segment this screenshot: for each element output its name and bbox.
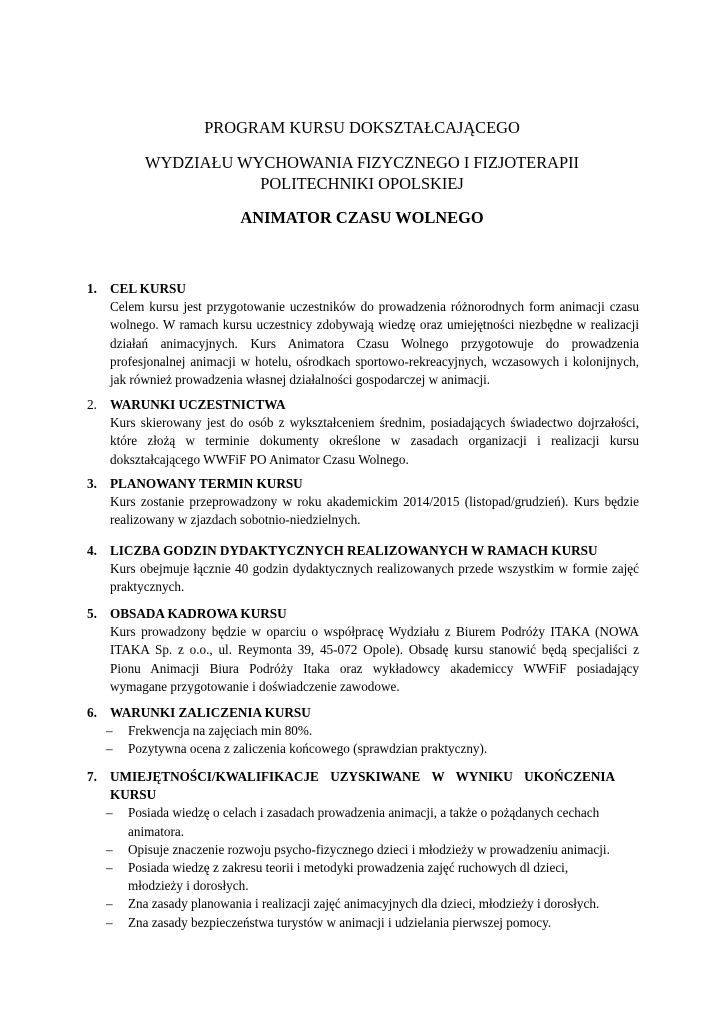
section-body [110,298,639,389]
dash-bullet: – [106,914,113,930]
body-line: jak również prowadzenia własnej działalności gospodarczej w animacji. [110,372,491,388]
title-university: POLITECHNIKI OPOLSKIEJ [260,174,464,193]
list-item-text: młodzieży i dorosłych. [128,878,249,894]
list-item-text: Posiada wiedzę o celach i zasadach prowadzenia animacji, a także o pożądanych cechach [128,805,600,821]
body-line: praktycznych. [110,579,185,595]
dash-bullet: – [106,841,113,857]
section-obsada-kadrowa [87,605,639,696]
section-body [110,560,639,596]
title-program: PROGRAM KURSU DOKSZTAŁCAJĄCEGO [204,118,520,137]
criteria-list [106,722,639,758]
section-title-text: UMIEJĘTNOŚCI/KWALIFIKACJE UZYSKIWANE W WYNIKU UKOŃCZENIA KURSU [110,769,615,803]
body-line: Kurs skierowany jest do osób z wykształceniem średnim, posiadających świadectwo dojrzałości, [110,415,639,431]
skills-list [106,804,639,931]
section-title: WARUNKI UCZESTNICTWA [110,397,286,412]
body-line: profesjonalnej animacji w hotelu, ośrodkach sportowo-rekreacyjnych, wczasowych i kolonijnych, [110,353,639,369]
list-item-text: Opisuje znaczenie rozwoju psycho-fizycznego dzieci i młodzieży w prowadzeniu animacji. [128,841,610,857]
list-item [106,722,639,740]
section-title: WARUNKI ZALICZENIA KURSU [110,705,311,720]
list-item-text: Zna zasady bezpieczeństwa turystów w animacji i udzielania pierwszej pomocy. [128,914,552,930]
body-line: Kurs prowadzony będzie w oparciu o współpracę Wydziału z Biurem Podróży ITAKA (NOWA [110,624,639,640]
section-number: 2. [87,397,97,412]
title-faculty: WYDZIAŁU WYCHOWANIA FIZYCZNEGO I FIZJOTERAPII [145,153,579,172]
section-planowany-termin [87,475,639,530]
section-umiejetnosci [87,768,639,932]
section-number: 1. [87,281,97,296]
section-title: PLANOWANY TERMIN KURSU [110,476,303,491]
body-line: dokształcającego WWFiF PO Animator Czasu Wolnego. [110,451,409,467]
section-number: 5. [87,606,97,621]
section-body [110,414,639,469]
list-item [106,859,639,895]
section-warunki-zaliczenia [87,704,639,759]
list-item-text: Posiada wiedzę z zakresu teorii i metodyki prowadzenia zajęć ruchowych dl dzieci, [128,860,569,876]
body-line: wymagane przygotowanie i doświadczenie zawodowe. [110,678,400,694]
section-warunki-uczestnictwa [87,396,639,469]
title-course-name: ANIMATOR CZASU WOLNEGO [240,208,484,227]
list-item-text: Pozytywna ocena z zaliczenia końcowego (sprawdzian praktyczny). [128,741,488,757]
section-number: 3. [87,476,97,491]
section-liczba-godzin [87,542,639,597]
section-number: 7. [87,769,97,784]
list-item [106,914,639,932]
body-line: ITAKA Sp. z o.o., ul. Reymonta 39, 45-072 Opole). Obsadę kursu stanowić będą specjaliści z [110,642,639,658]
section-cel-kursu [87,280,639,389]
dash-bullet: – [106,741,113,757]
section-title: OBSADA KADROWA KURSU [110,606,287,621]
section-body [110,623,639,696]
list-item-text: Frekwencja na zajęciach min 80%. [128,723,313,739]
body-line: realizowany w zjazdach sobotnio-niedzielnych. [110,512,361,528]
section-number: 4. [87,543,97,558]
list-item-text: Zna zasady planowania i realizacji zajęć animacyjnych dla dzieci, młodzieży i dorosłych. [128,896,600,912]
section-body [110,493,639,529]
list-item [106,841,639,859]
section-title: CEL KURSU [110,281,186,296]
dash-bullet: – [106,805,113,821]
body-line: Kurs obejmuje łącznie 40 godzin dydaktycznych realizowanych przede wszystkim w formie zajęć [110,561,639,577]
body-line: Celem kursu jest przygotowanie uczestników do prowadzenia różnorodnych form animacji czasu [110,299,639,315]
list-item [106,895,639,913]
body-line: Kurs zostanie przeprowadzony w roku akademickim 2014/2015 (listopad/grudzień). Kurs będzie [110,494,639,510]
body-line: działań animacyjnych. Kurs Animatora Czasu Wolnego przygotowuje do prowadzenia [110,335,639,351]
list-item [106,740,639,758]
section-title [110,768,639,804]
dash-bullet: – [106,860,113,876]
list-item-text: animatora. [128,823,185,839]
section-number: 6. [87,705,97,720]
body-line: Pionu Animacji Biura Podróży Itaka oraz wykładowcy akademiccy WWFiF posiadający [110,660,639,676]
body-line: które złożą w terminie dokumenty określone w zasadach organizacji i realizacji kursu [110,433,639,449]
section-title: LICZBA GODZIN DYDAKTYCZNYCH REALIZOWANYCH W RAMACH KURSU [110,543,598,558]
list-item [106,804,639,840]
body-line: wolnego. W ramach kursu uczestnicy zdobywają wiedzę oraz umiejętności niezbędne w realizacji [110,317,639,333]
dash-bullet: – [106,896,113,912]
dash-bullet: – [106,723,113,739]
